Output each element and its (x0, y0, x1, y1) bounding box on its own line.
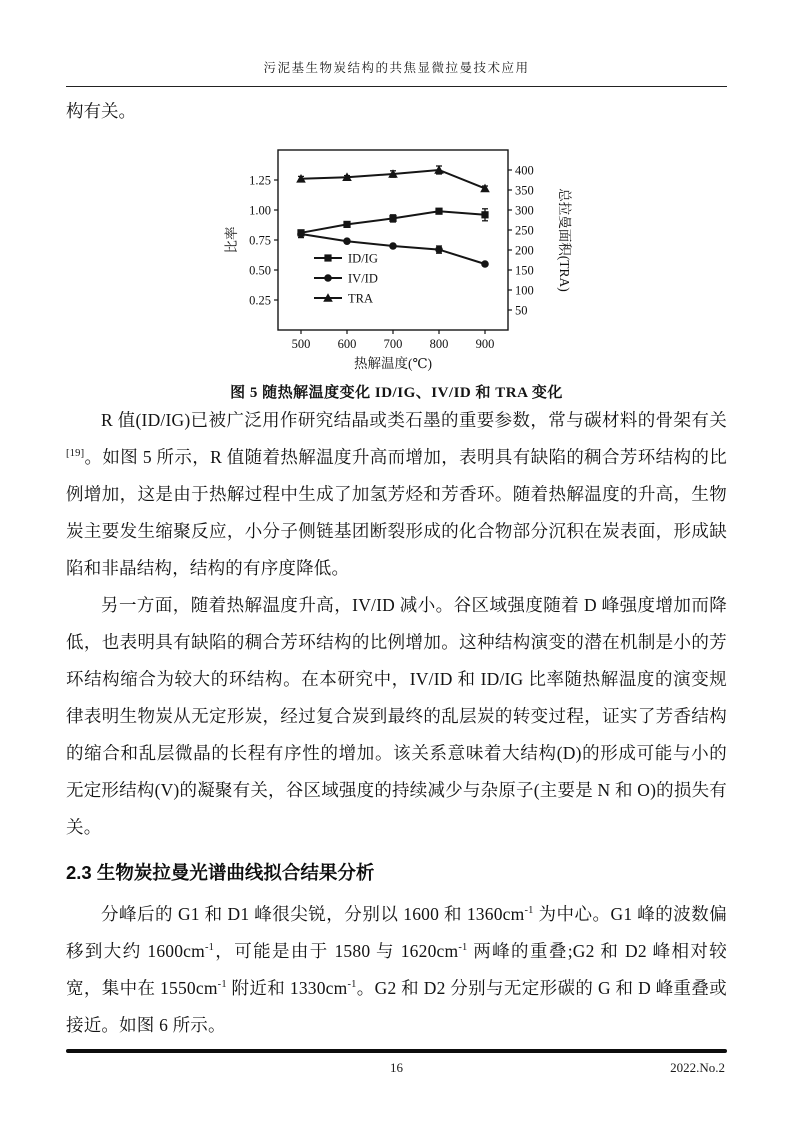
svg-text:900: 900 (475, 337, 494, 351)
superscript: -1 (347, 979, 357, 991)
figure-5 (66, 140, 727, 402)
svg-text:800: 800 (429, 337, 448, 351)
svg-text:500: 500 (291, 337, 310, 351)
svg-text:1.00: 1.00 (248, 203, 271, 218)
svg-text:400: 400 (514, 163, 534, 178)
body-paragraph (66, 587, 727, 846)
svg-text:比率: 比率 (223, 226, 239, 254)
svg-text:350: 350 (514, 183, 534, 198)
svg-text:总拉曼面积(TRA): 总拉曼面积(TRA) (556, 188, 572, 292)
svg-text:300: 300 (514, 203, 534, 218)
issue-label: 2022.No.2 (670, 1059, 725, 1075)
dual-axis-line-chart (222, 140, 572, 374)
page-number: 16 (390, 1059, 403, 1075)
svg-text:IV/ID: IV/ID (347, 271, 378, 286)
svg-text:0.50: 0.50 (248, 263, 271, 278)
superscript: -1 (524, 905, 534, 917)
svg-text:150: 150 (514, 263, 534, 278)
section-heading: 2.3 生物炭拉曼光谱曲线拟合结果分析 (66, 862, 375, 883)
body-paragraph (66, 896, 727, 1044)
text-run: ，可能是由于 1580 与 1620cm (214, 941, 459, 961)
footer-rule (66, 1049, 727, 1053)
footer-row (66, 1060, 727, 1078)
page-footer (66, 1049, 727, 1078)
running-header-title: 污泥基生物炭结构的共焦显微拉曼技术应用 (66, 58, 727, 87)
figure-caption: 图 5 随热解温度变化 ID/IG、IV/ID 和 TRA 变化 (230, 385, 563, 401)
text-run: 附近和 1330cm (226, 978, 348, 998)
svg-text:ID/IG: ID/IG (347, 251, 378, 266)
superscript: -1 (458, 942, 468, 954)
text-run: 分峰后的 G1 和 D1 峰很尖锐，分别以 1600 和 1360cm (101, 904, 525, 924)
svg-text:600: 600 (337, 337, 356, 351)
superscript: [19] (66, 448, 85, 460)
body-paragraph-continuation: 构有关。 (66, 101, 136, 121)
svg-text:TRA: TRA (347, 291, 373, 306)
text-run: 两峰的重叠;G2 和 D2 峰相对较宽，集中在 1550cm (66, 941, 727, 998)
text-run: R 值(ID/IG)已被广泛用作研究结晶或类石墨的重要参数，常与碳材料的骨架有关 (101, 410, 727, 430)
text-run: 另一方面，随着热解温度升高，IV/ID 减小。谷区域强度随着 D 峰强度增加而降低，也表明具有缺陷的稠合芳环结构的比例增加。这种结构演变的潜在机制是小的芳环结构缩合为较大的环结构。在本研究中，IV/ID 和 ID/IG 比率随热解温度的演变规律表明生物炭从无定形炭，经过复合炭到最终的乱层炭的转变过程，证实了芳香结构的缩合和乱层微晶的长程有序性的增加。该关系意味着大结构(D)的形成可能与小的无定形结构(V)的凝聚有关，谷区域强度的持续减少与杂原子(主要是 N 和 O)的损失有关。 (66, 595, 727, 837)
svg-text:700: 700 (383, 337, 402, 351)
body-paragraph (66, 402, 727, 587)
svg-text:热解温度(℃): 热解温度(℃) (353, 356, 432, 371)
text-run: 。如图 5 所示，R 值随着热解温度升高而增加，表明具有缺陷的稠合芳环结构的比例增加，这是由于热解过程中生成了加氢芳烃和芳香环。随着热解温度的升高，生物炭主要发生缩聚反应，小分子侧链基团断裂形成的化合物部分沉积在炭表面，形成缺陷和非晶结构，结构的有序度降低。 (66, 447, 727, 578)
svg-text:0.25: 0.25 (248, 293, 271, 308)
svg-text:50: 50 (514, 303, 527, 318)
page-content (66, 58, 727, 1044)
superscript: -1 (204, 942, 215, 954)
svg-text:100: 100 (514, 283, 534, 298)
svg-text:0.75: 0.75 (248, 233, 271, 248)
text-run: 为中心。G1 峰的波数偏移到大约 1600cm (66, 904, 727, 961)
svg-text:250: 250 (514, 223, 534, 238)
svg-text:1.25: 1.25 (248, 173, 271, 188)
text-run: 。G2 和 D2 分别与无定形碳的 G 和 D 峰重叠或接近。如图 6 所示。 (66, 978, 727, 1035)
superscript: -1 (217, 979, 227, 991)
svg-text:200: 200 (514, 243, 534, 258)
